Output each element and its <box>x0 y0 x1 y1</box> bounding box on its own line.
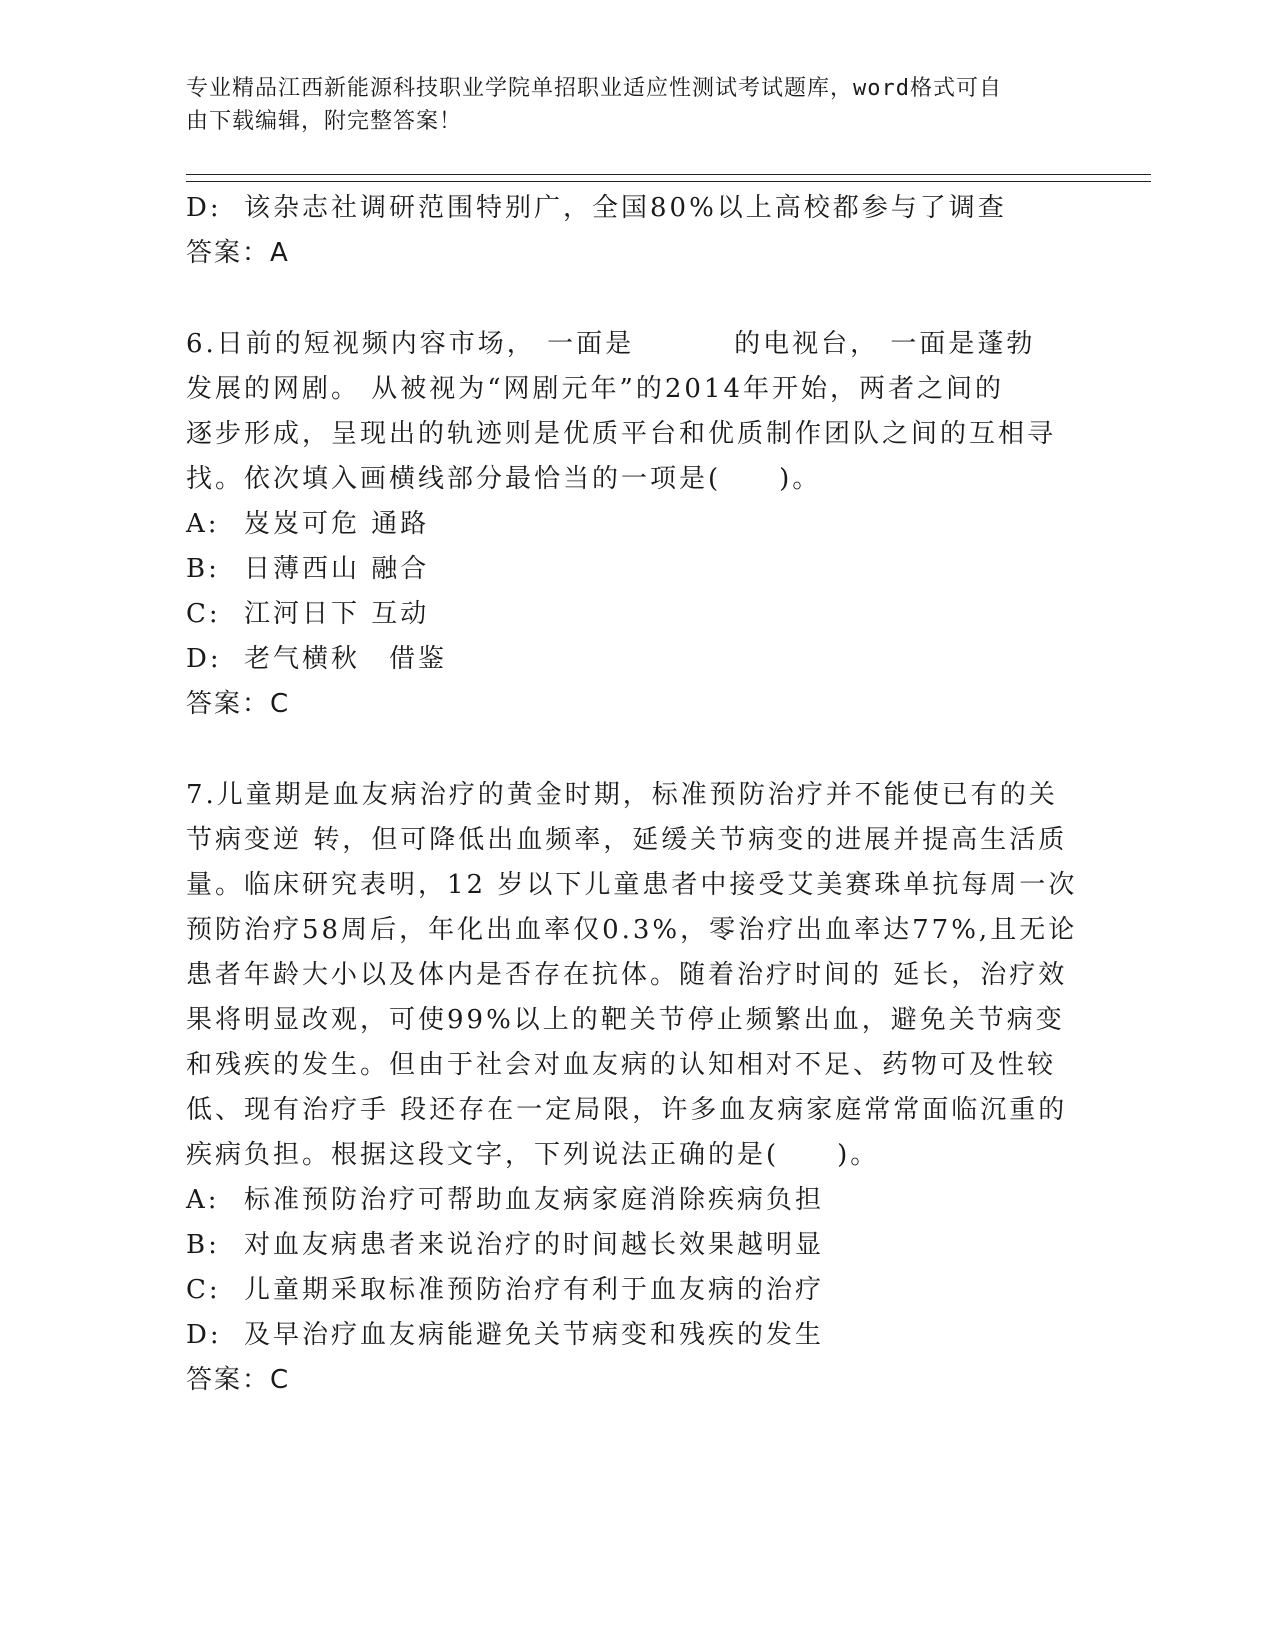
q6-text-b: 的电视台， 一面是蓬勃 <box>734 329 1036 359</box>
q7-line-9: 疾病负担。根据这段文字，下列说法正确的是( )。 <box>186 1140 880 1170</box>
q7-answer: 答案：C <box>186 1365 291 1395</box>
option-key: D: <box>186 644 222 674</box>
q7-line-4: 预防治疗58周后，年化出血率仅0.3%，零治疗出血率达77%,且无论 <box>186 915 1078 945</box>
option-text: 对血友病患者来说治疗的时间越长效果越明显 <box>244 1230 825 1260</box>
q7-option-b <box>186 1223 1086 1268</box>
header-line-1: 专业精品江西新能源科技职业学院单招职业适应性测试考试题库，word格式可自 <box>186 76 1002 101</box>
header-line-2: 由下载编辑，附完整答案！ <box>186 109 463 134</box>
option-key: A: <box>186 509 220 539</box>
option-key: D: <box>186 193 222 223</box>
q6-line-1 <box>186 322 1086 367</box>
option-text: 老气横秋 借鉴 <box>244 644 448 674</box>
q6-option-a <box>186 502 1086 547</box>
option-key: C: <box>186 599 221 629</box>
option-text: 江河日下 互动 <box>244 599 430 629</box>
prev-answer: 答案：A <box>186 238 290 268</box>
option-key: A: <box>186 1185 220 1215</box>
q6-option-d <box>186 637 1086 682</box>
option-key: C: <box>186 1275 221 1305</box>
option-text: 标准预防治疗可帮助血友病家庭消除疾病负担 <box>244 1185 825 1215</box>
q7-line-2: 节病变逆 转，但可降低出血频率，延缓关节病变的进展并提高生活质 <box>186 825 1068 855</box>
option-text: 儿童期采取标准预防治疗有利于血友病的治疗 <box>244 1275 825 1305</box>
q7-line-1: 7.儿童期是血友病治疗的黄金时期，标准预防治疗并不能使已有的关 <box>186 780 1058 810</box>
q6-option-b <box>186 547 1086 592</box>
prev-option-d <box>186 186 1086 231</box>
option-key: D: <box>186 1320 222 1350</box>
q6-answer: 答案：C <box>186 689 291 719</box>
q7-line-6: 果将明显改观，可使99%以上的靶关节停止频繁出血，避免关节病变 <box>186 1005 1065 1035</box>
document-header <box>186 72 1066 138</box>
option-key: B: <box>186 554 220 584</box>
q6-line-2: 发展的网剧。 从被视为“网剧元年”的2014年开始，两者之间的 <box>186 374 1005 404</box>
option-text: 该杂志社调研范围特别广，全国80%以上高校都参与了调查 <box>244 193 1007 223</box>
q6-line-4: 找。依次填入画横线部分最恰当的一项是( )。 <box>186 464 822 494</box>
q6-text-a: 6.日前的短视频内容市场， 一面是 <box>186 329 635 359</box>
q7-option-d <box>186 1313 1086 1358</box>
header-divider-bottom <box>186 181 1151 182</box>
option-text: 岌岌可危 通路 <box>244 509 430 539</box>
q7-line-7: 和残疾的发生。但由于社会对血友病的认知相对不足、药物可及性较 <box>186 1050 1057 1080</box>
q6-line-3: 逐步形成，呈现出的轨迹则是优质平台和优质制作团队之间的互相寻 <box>186 419 1057 449</box>
q7-line-3: 量。临床研究表明，12 岁以下儿童患者中接受艾美赛珠单抗每周一次 <box>186 870 1078 900</box>
header-divider-top <box>186 174 1151 175</box>
option-text: 及早治疗血友病能避免关节病变和残疾的发生 <box>244 1320 825 1350</box>
q7-option-a <box>186 1178 1086 1223</box>
option-key: B: <box>186 1230 220 1260</box>
q7-line-8: 低、现有治疗手 段还存在一定局限，许多血友病家庭常常面临沉重的 <box>186 1095 1068 1125</box>
q6-option-c <box>186 592 1086 637</box>
q7-line-5: 患者年龄大小以及体内是否存在抗体。随着治疗时间的 延长，治疗效 <box>186 960 1068 990</box>
question-content <box>186 186 1086 1403</box>
option-text: 日薄西山 融合 <box>244 554 430 584</box>
q7-option-c <box>186 1268 1086 1313</box>
